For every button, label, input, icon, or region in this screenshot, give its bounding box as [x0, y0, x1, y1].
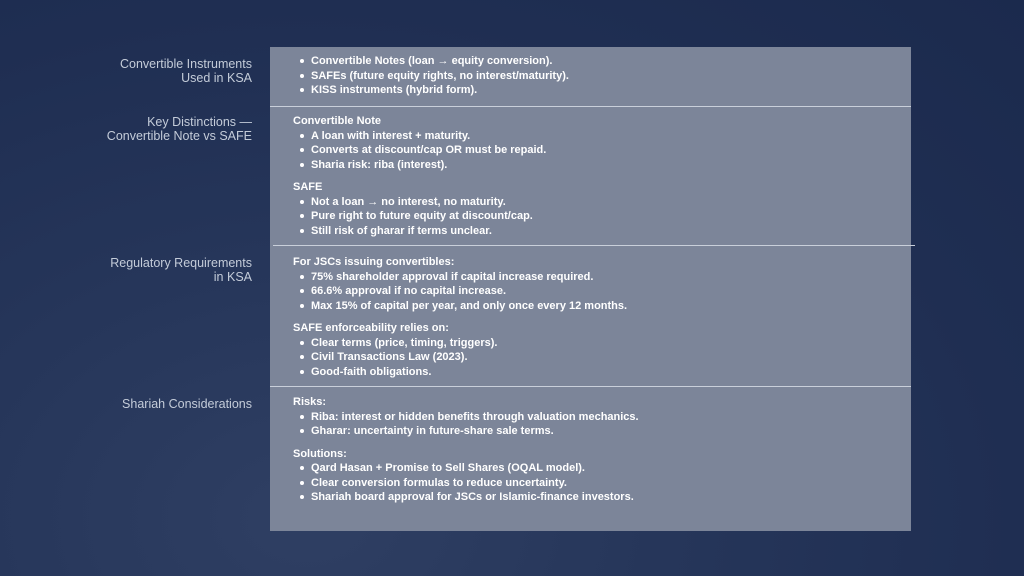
section-instruments — [293, 54, 901, 98]
list-item: Converts at discount/cap OR must be repaid. — [311, 143, 901, 158]
row-label-line: Used in KSA — [181, 71, 252, 85]
list-item: Clear conversion formulas to reduce uncertainty. — [311, 476, 901, 491]
list-item: 75% shareholder approval if capital increase required. — [311, 270, 901, 285]
section-distinctions — [293, 114, 901, 238]
row-label-line: Convertible Note vs SAFE — [106, 129, 252, 143]
row-label-shariah — [32, 397, 252, 411]
row-label-regulatory — [32, 256, 252, 284]
row-label-line: Key Distinctions — — [147, 115, 252, 129]
list-item: Sharia risk: riba (interest). — [311, 158, 901, 173]
convertible-note-list — [293, 129, 901, 173]
list-item: Still risk of gharar if terms unclear. — [311, 224, 901, 239]
solutions-list — [293, 461, 901, 505]
content-panel — [270, 47, 911, 531]
row-label-line: Shariah Considerations — [122, 397, 252, 411]
risks-heading: Risks: — [293, 396, 327, 408]
row-label-instruments — [32, 57, 252, 85]
row-label-line: in KSA — [213, 270, 252, 284]
list-item: Shariah board approval for JSCs or Islamic-finance investors. — [311, 490, 901, 505]
row-label-distinctions — [32, 115, 252, 143]
list-item: SAFEs (future equity rights, no interest/maturity). — [311, 69, 901, 84]
risks-list — [293, 410, 901, 439]
row-divider — [270, 106, 911, 107]
list-item: Gharar: uncertainty in future-share sale terms. — [311, 424, 901, 439]
safe-heading: SAFE — [293, 181, 323, 193]
jsc-heading: For JSCs issuing convertibles: — [293, 256, 455, 268]
list-item: Clear terms (price, timing, triggers). — [311, 336, 901, 351]
jsc-list — [293, 270, 901, 314]
safe-list — [293, 195, 901, 239]
instruments-list — [293, 54, 901, 98]
section-shariah — [293, 395, 901, 505]
list-item: A loan with interest + maturity. — [311, 129, 901, 144]
list-item: Riba: interest or hidden benefits through valuation mechanics. — [311, 410, 901, 425]
list-item: Convertible Notes (loan → equity conversion). — [311, 54, 901, 69]
list-item: KISS instruments (hybrid form). — [311, 83, 901, 98]
list-item: Good-faith obligations. — [311, 365, 901, 380]
row-divider — [270, 386, 911, 387]
row-label-line: Regulatory Requirements — [110, 256, 252, 270]
section-regulatory — [293, 255, 901, 379]
safe-enforceability-list — [293, 336, 901, 380]
row-label-line: Convertible Instruments — [119, 57, 252, 71]
solutions-heading: Solutions: — [293, 447, 347, 460]
row-divider — [273, 245, 915, 246]
list-item: Max 15% of capital per year, and only once every 12 months. — [311, 299, 901, 314]
safe-enforceability-heading: SAFE enforceability relies on: — [293, 322, 449, 334]
list-item: Pure right to future equity at discount/cap. — [311, 209, 901, 224]
convertible-note-heading: Convertible Note — [293, 115, 382, 127]
list-item: Not a loan → no interest, no maturity. — [311, 195, 901, 210]
list-item: Civil Transactions Law (2023). — [311, 350, 901, 365]
list-item: Qard Hasan + Promise to Sell Shares (OQAL model). — [311, 461, 901, 476]
list-item: 66.6% approval if no capital increase. — [311, 284, 901, 299]
